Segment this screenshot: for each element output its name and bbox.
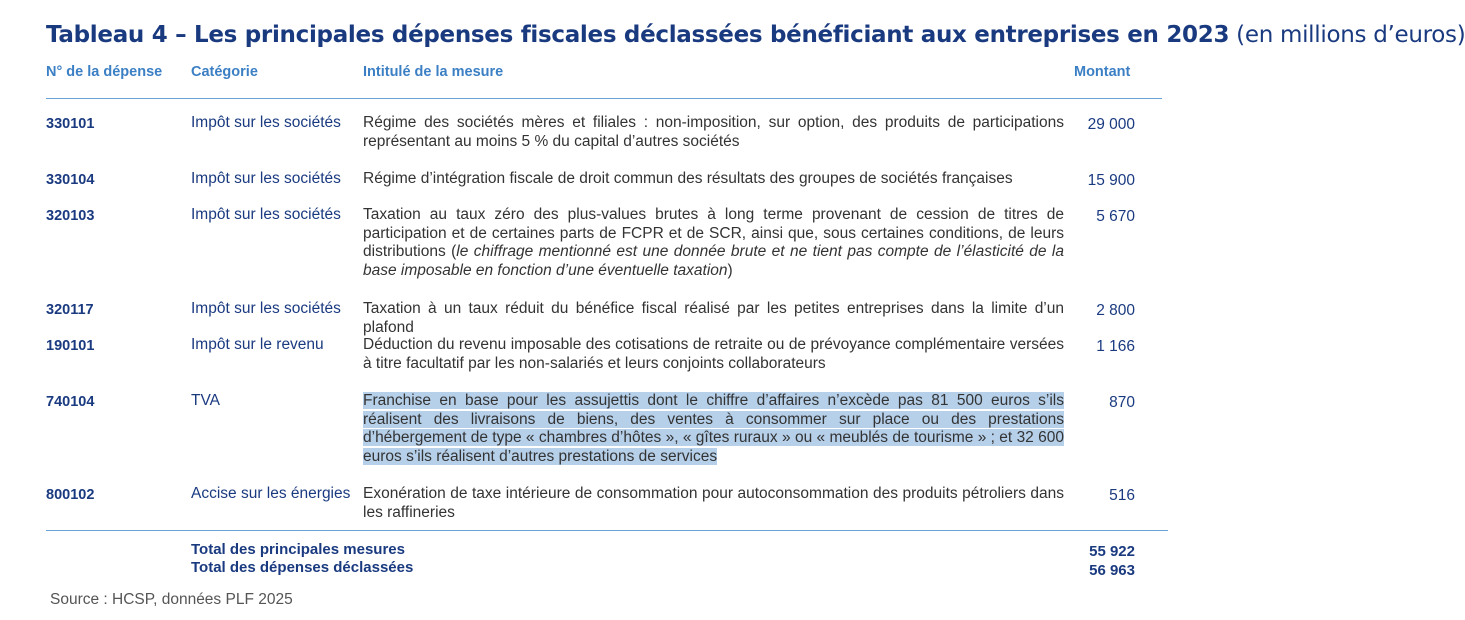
expense-category: Accise sur les énergies <box>191 485 351 502</box>
expense-code: 330104 <box>46 172 95 188</box>
expense-code: 320103 <box>46 208 95 224</box>
expense-code: 330101 <box>46 116 95 132</box>
expense-amount: 29 000 <box>1087 116 1135 133</box>
expense-amount: 2 800 <box>1096 302 1135 319</box>
expense-amount: 5 670 <box>1096 208 1135 225</box>
expense-amount: 516 <box>1109 487 1135 504</box>
column-header-amount: Montant <box>1074 64 1131 80</box>
table-title <box>46 22 1465 48</box>
table-title-main: Tableau 4 – Les principales dépenses fiscales déclassées bénéficiant aux entreprises en 2023 <box>46 22 1230 48</box>
expense-measure-note: le chiffrage mentionné est une donnée brute et ne tient pas compte de l’élasticité de la base imposable en fonction d’une éventuelle taxation <box>363 243 1064 279</box>
expense-category: TVA <box>191 392 220 409</box>
header-divider <box>46 98 1162 99</box>
expense-code: 800102 <box>46 487 95 503</box>
source-note: Source : HCSP, données PLF 2025 <box>50 591 293 608</box>
total-main-measures-value: 55 922 <box>1089 543 1135 560</box>
expense-measure: Régime d’intégration fiscale de droit commun des résultats des groupes de sociétés françaises <box>363 170 1013 187</box>
column-header-code: N° de la dépense <box>46 64 163 80</box>
expense-category: Impôt sur les sociétés <box>191 170 341 187</box>
expense-measure: Régime des sociétés mères et filiales : non-imposition, sur option, des produits de participations représentant au moins 5 % du capital d’autres sociétés <box>363 114 1064 150</box>
column-header-measure: Intitulé de la mesure <box>363 64 504 80</box>
expense-code: 190101 <box>46 338 95 354</box>
expense-measure: Déduction du revenu imposable des cotisations de retraite ou de prévoyance complémentaire versées à titre facultatif par les non-salariés et leurs conjoints collaborateurs <box>363 336 1064 372</box>
total-main-measures-label: Total des principales mesures <box>191 541 405 558</box>
expense-measure-text: Taxation au taux zéro des plus-values brutes à long terme provenant de cession de titres de participation et de certaines parts de FCPR et de SCR, ainsi que, sous certaines conditions, de leurs distributions <box>363 206 1064 260</box>
expense-amount: 15 900 <box>1087 172 1135 189</box>
total-declassified-label: Total des dépenses déclassées <box>191 559 414 576</box>
expense-amount: 870 <box>1109 394 1135 411</box>
expense-code: 740104 <box>46 394 95 410</box>
totals-divider <box>46 530 1168 531</box>
expense-measure[interactable] <box>363 392 1064 466</box>
expense-category: Impôt sur le revenu <box>191 336 324 353</box>
expense-category: Impôt sur les sociétés <box>191 300 341 317</box>
total-declassified-value: 56 963 <box>1089 562 1135 579</box>
column-header-category: Catégorie <box>191 64 258 80</box>
selected-text[interactable]: Franchise en base pour les assujettis dont le chiffre d’affaires n’excède pas 81 500 euros s’ils réalisent des livraisons de biens, des ventes à consommer sur place ou des prestations d’hébergement de type « chambres d’hôtes », « gîtes ruraux » ou « meublés de tourisme » ; et 32 600 euros s’ils réalisent d’autres prestations de services <box>363 392 1064 465</box>
expense-category: Impôt sur les sociétés <box>191 114 341 131</box>
expense-measure: Taxation au taux zéro des plus-values brutes à long terme provenant de cession de titres de participation et de certaines parts de FCPR et de SCR, ainsi que, sous certaines conditions, de leurs distributions (le chiffrage mentionné est une donnée brute et ne tient pas compte de l’élasticité de la base imposable en fonction d’une éventuelle taxation) <box>363 206 1064 279</box>
expense-amount: 1 166 <box>1096 338 1135 355</box>
expense-code: 320117 <box>46 302 94 318</box>
expense-measure: Exonération de taxe intérieure de consommation pour autoconsommation des produits pétroliers dans les raffineries <box>363 485 1064 521</box>
expense-measure: Taxation à un taux réduit du bénéfice fiscal réalisé par les petites entreprises dans la limite d’un plafond <box>363 300 1064 336</box>
table-title-unit: (en millions d’euros) <box>1236 22 1465 48</box>
expense-category: Impôt sur les sociétés <box>191 206 341 223</box>
